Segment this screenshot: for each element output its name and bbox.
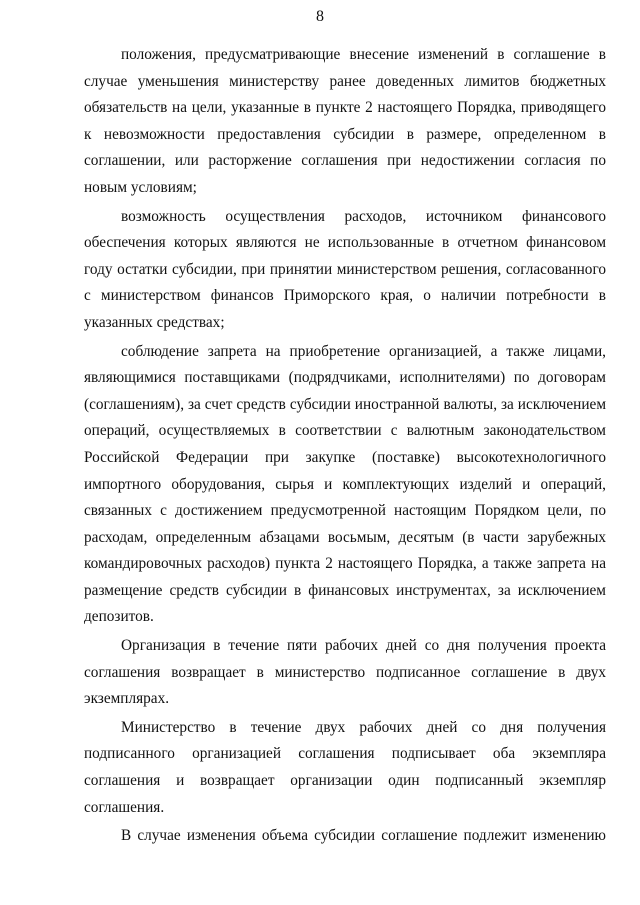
paragraph-subsidy-volume-change — [84, 823, 606, 850]
paragraph-foreign-currency-ban — [84, 339, 606, 632]
text-line: Организация в течение пяти рабочих дней со дня получения проекта — [121, 637, 606, 655]
text-line: к невозможности предоставления субсидии в размере, определенном в — [84, 125, 606, 143]
text-line: году остатки субсидии, при принятии министерством решения, согласованного — [84, 260, 606, 278]
text-line: импортного оборудования, сырья и комплектующих изделий и операций, — [84, 475, 606, 493]
text-line: соглашении, или расторжение соглашения при недостижении согласия по — [84, 152, 606, 170]
text-line: Российской Федерации при закупке (поставке) высокотехнологичного — [84, 448, 606, 466]
text-line: указанных средствах; — [84, 313, 225, 331]
text-line: В случае изменения объема субсидии соглашение подлежит изменению — [121, 827, 606, 845]
paragraph-agreement-change-provisions — [84, 42, 606, 202]
text-line: (соглашениям), за счет средств субсидии иностранной валюты, за исключением — [84, 395, 606, 413]
document-body — [84, 42, 606, 852]
text-line: связанных с достижением предусмотренной настоящим Порядком цели, по — [84, 502, 606, 520]
text-line: соблюдение запрета на приобретение организацией, а также лицами, — [121, 342, 606, 360]
text-line: операций, осуществляемых в соответствии с валютным законодательством — [84, 422, 606, 440]
text-line: расходам, определенным абзацами восьмым, десятым (в части зарубежных — [84, 528, 606, 546]
text-line: экземплярах. — [84, 690, 170, 708]
text-line: соглашения. — [84, 798, 165, 816]
text-line: случае уменьшения министерству ранее доведенных лимитов бюджетных — [84, 72, 606, 90]
paragraph-ministry-signs-agreement — [84, 715, 606, 821]
text-line: обязательств на цели, указанные в пункте 2 настоящего Порядка, приводящего — [84, 99, 606, 117]
paragraph-unused-balances — [84, 204, 606, 337]
page-number: 8 — [316, 8, 324, 25]
text-line: депозитов. — [84, 608, 154, 626]
text-line: новым условиям; — [84, 178, 197, 196]
text-line: являющимися поставщиками (подрядчиками, исполнителями) по договорам — [84, 369, 606, 387]
text-line: с министерством финансов Приморского края, о наличии потребности в — [84, 287, 606, 305]
text-line: соглашения и возвращает организации один подписанный экземпляр — [84, 772, 606, 790]
text-line: подписанного организацией соглашения подписывает оба экземпляра — [84, 745, 606, 763]
text-line: Министерство в течение двух рабочих дней со дня получения — [121, 718, 606, 736]
text-line: положения, предусматривающие внесение изменений в соглашение в — [121, 46, 606, 63]
text-line: соглашения возвращает в министерство подписанное соглашение в двух — [84, 663, 606, 681]
text-line: обеспечения которых являются не использованные в отчетном финансовом — [84, 234, 606, 252]
text-line: возможность осуществления расходов, источником финансового — [121, 207, 606, 225]
text-line: размещение средств субсидии в финансовых инструментах, за исключением — [84, 581, 606, 599]
text-line: командировочных расходов) пункта 2 настоящего Порядка, а также запрета на — [84, 555, 606, 573]
paragraph-organization-returns-agreement — [84, 633, 606, 713]
